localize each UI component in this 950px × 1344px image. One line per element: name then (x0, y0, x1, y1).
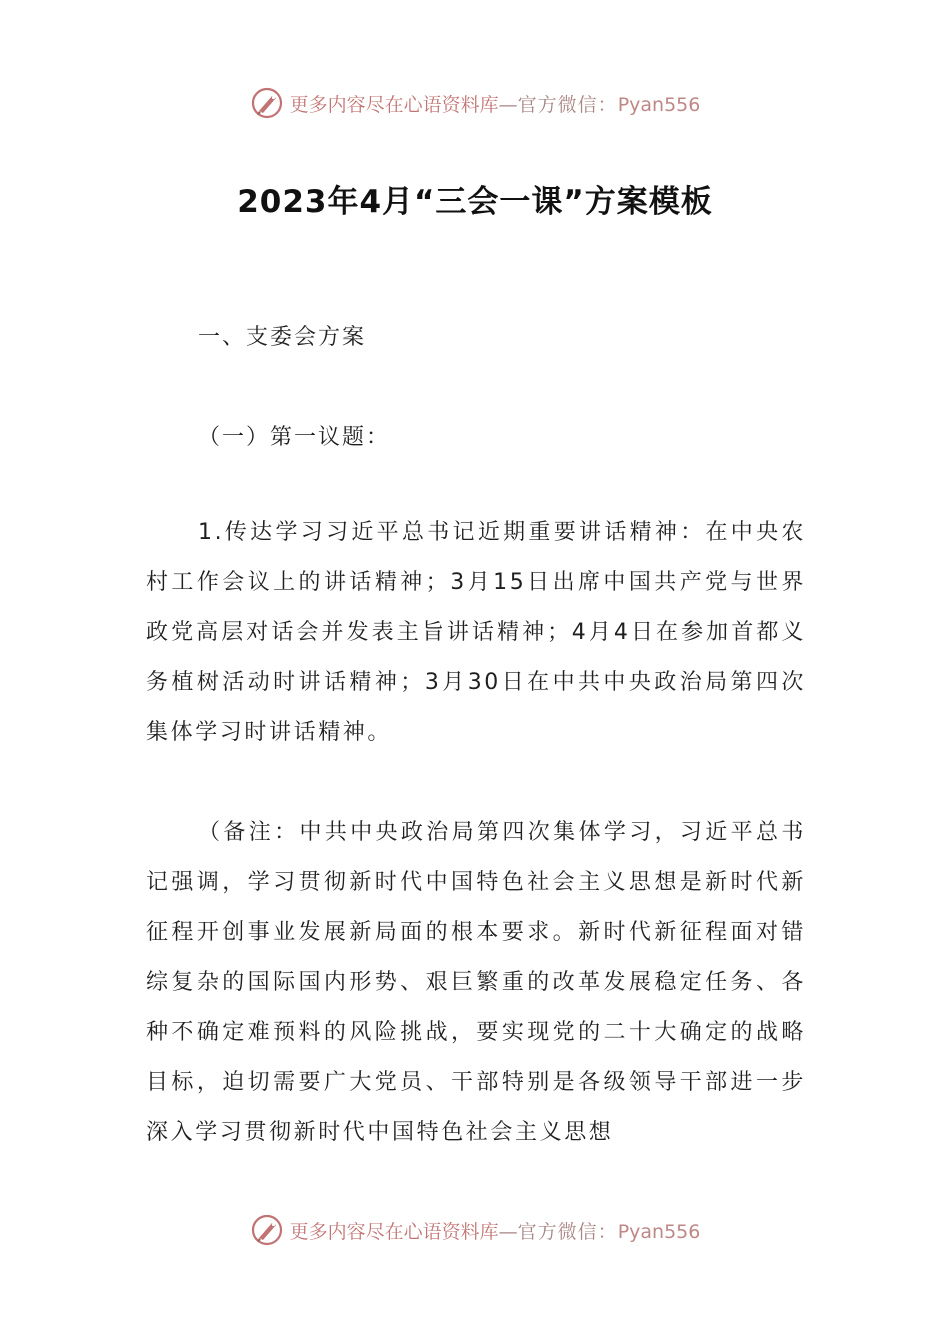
watermark-brand: 更多内容尽在心语资料库 (289, 1220, 499, 1243)
subsection-heading: （一）第一议题： (198, 425, 391, 450)
watermark-wechat-id: Pyan556 (617, 1220, 701, 1243)
document-title: 2023年4月“三会一课”方案模板 (237, 184, 713, 220)
watermark-text (290, 1217, 701, 1244)
watermark-separator: — (498, 1220, 518, 1243)
watermark-separator: — (498, 93, 518, 116)
body-paragraph-1: 1.传达学习习近平总书记近期重要讲话精神：在中央农村工作会议上的讲话精神；3月15日出席中国共产党与世界政党高层对话会并发表主旨讲话精神；4月4日在参加首都义务植树活动时讲话精神；3月30日在中共中央政治局第四次集体学习时讲话精神。 (146, 520, 806, 745)
section-heading: 一、支委会方案 (198, 325, 367, 350)
watermark-text (290, 90, 701, 117)
watermark-wechat-label: 官方微信： (517, 93, 618, 116)
body-paragraph-2: （备注：中共中央政治局第四次集体学习，习近平总书记强调，学习贯彻新时代中国特色社会主义思想是新时代新征程开创事业发展新局面的根本要求。新时代新征程面对错综复杂的国际国内形势、艰巨繁重的改革发展稳定任务、各种不确定难预料的风险挑战，要实现党的二十大确定的战略目标，迫切需要广大党员、干部特别是各级领导干部进一步深入学习贯彻新时代中国特色社会主义思想 (146, 820, 806, 1145)
header-watermark (0, 86, 950, 120)
watermark-wechat-label: 官方微信： (517, 1220, 618, 1243)
watermark-brand: 更多内容尽在心语资料库 (289, 93, 499, 116)
footer-watermark (0, 1213, 950, 1247)
watermark-wechat-id: Pyan556 (617, 93, 701, 116)
pen-nib-logo-icon (250, 86, 284, 120)
pen-nib-logo-icon (250, 1213, 284, 1247)
